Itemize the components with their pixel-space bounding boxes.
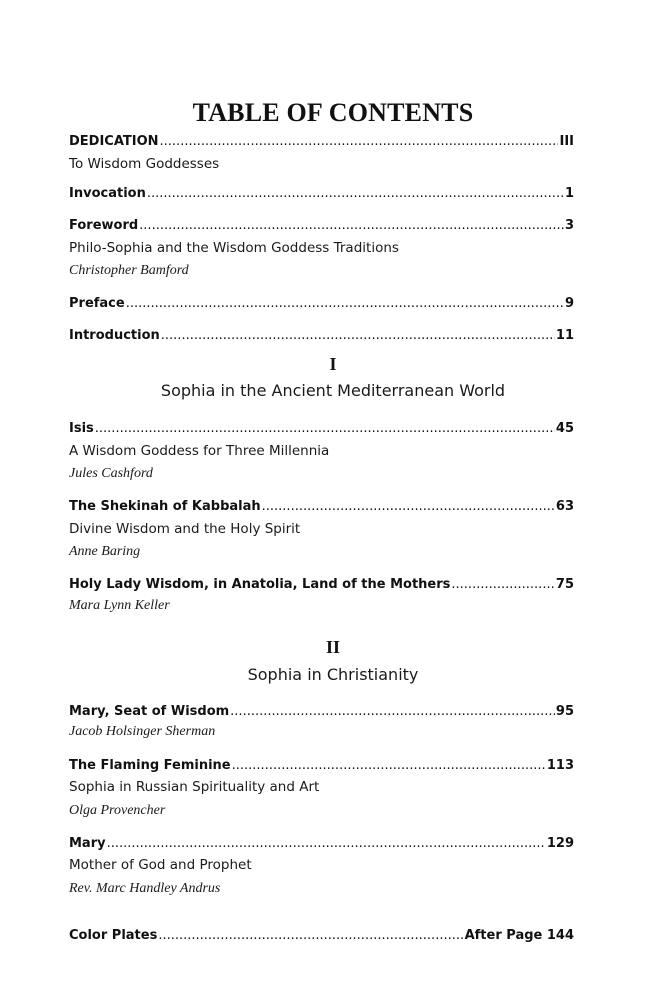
- dot-leader: [262, 497, 555, 517]
- dot-leader: [107, 834, 546, 854]
- toc-entry-preface[interactable]: [69, 294, 574, 314]
- entry-author: Jacob Holsinger Sherman: [69, 724, 216, 739]
- dot-leader: [230, 702, 555, 722]
- entry-author: Olga Provencher: [69, 803, 166, 818]
- entry-author: Jules Cashford: [69, 466, 153, 481]
- toc-entry-introduction[interactable]: [69, 326, 574, 346]
- toc-entry-holy-lady-wisdom[interactable]: [69, 575, 574, 595]
- entry-author: Christopher Bamford: [69, 263, 189, 278]
- entry-subtitle: A Wisdom Goddess for Three Millennia: [69, 443, 330, 459]
- entry-label: Mary: [69, 836, 106, 851]
- toc-entry-mary[interactable]: [69, 834, 574, 854]
- entry-page: 95: [555, 704, 574, 719]
- toc-entry-flaming-feminine[interactable]: [69, 756, 574, 776]
- part-title: Sophia in Christianity: [247, 665, 419, 684]
- entry-page: 1: [564, 186, 574, 201]
- toc-entry-shekinah[interactable]: [69, 497, 574, 517]
- page-title: TABLE OF CONTENTS: [192, 98, 474, 127]
- entry-subtitle: Sophia in Russian Spirituality and Art: [69, 779, 320, 795]
- entry-author: Mara Lynn Keller: [69, 598, 170, 613]
- entry-label: The Shekinah of Kabbalah: [69, 499, 261, 514]
- dot-leader: [139, 216, 564, 236]
- toc-entry-mary-seat-of-wisdom[interactable]: [69, 702, 574, 722]
- entry-label: Invocation: [69, 186, 146, 201]
- entry-page: 113: [546, 758, 574, 773]
- entry-label: Introduction: [69, 328, 160, 343]
- entry-page: 3: [564, 218, 574, 233]
- entry-subtitle: Mother of God and Prophet: [69, 857, 252, 873]
- entry-label: Foreword: [69, 218, 139, 233]
- dot-leader: [161, 326, 555, 346]
- entry-label: DEDICATION: [69, 134, 159, 149]
- part-numeral: II: [325, 637, 340, 657]
- entry-label: Holy Lady Wisdom, in Anatolia, Land of the Mothers: [69, 577, 451, 592]
- entry-page: 75: [555, 577, 574, 592]
- entry-page: 9: [564, 296, 574, 311]
- entry-author: Rev. Marc Handley Andrus: [69, 881, 221, 896]
- toc-entry-color-plates[interactable]: [69, 926, 574, 946]
- entry-page: After Page 144: [464, 928, 574, 943]
- entry-page: 11: [555, 328, 574, 343]
- entry-label: The Flaming Feminine: [69, 758, 231, 773]
- entry-label: Color Plates: [69, 928, 158, 943]
- dot-leader: [160, 132, 559, 152]
- dot-leader: [126, 294, 564, 314]
- entry-subtitle: Divine Wisdom and the Holy Spirit: [69, 521, 301, 537]
- entry-subtitle: Philo-Sophia and the Wisdom Goddess Traditions: [69, 240, 399, 256]
- entry-page: III: [559, 134, 574, 149]
- toc-entry-invocation[interactable]: [69, 184, 574, 204]
- dot-leader: [158, 926, 463, 946]
- dot-leader: [95, 419, 555, 439]
- toc-entry-dedication[interactable]: [69, 132, 574, 152]
- entry-author: Anne Baring: [69, 544, 141, 559]
- toc-entry-foreword[interactable]: [69, 216, 574, 236]
- entry-page: 45: [555, 421, 574, 436]
- entry-page: 63: [555, 499, 574, 514]
- entry-page: 129: [546, 836, 574, 851]
- entry-label: Preface: [69, 296, 125, 311]
- part-title: Sophia in the Ancient Mediterranean World: [160, 381, 506, 400]
- entry-subtitle: To Wisdom Goddesses: [69, 156, 220, 172]
- entry-label: Mary, Seat of Wisdom: [69, 704, 230, 719]
- dot-leader: [147, 184, 564, 204]
- dot-leader: [451, 575, 555, 595]
- dot-leader: [232, 756, 546, 776]
- part-numeral: I: [329, 354, 337, 374]
- entry-label: Isis: [69, 421, 94, 436]
- toc-entry-isis[interactable]: [69, 419, 574, 439]
